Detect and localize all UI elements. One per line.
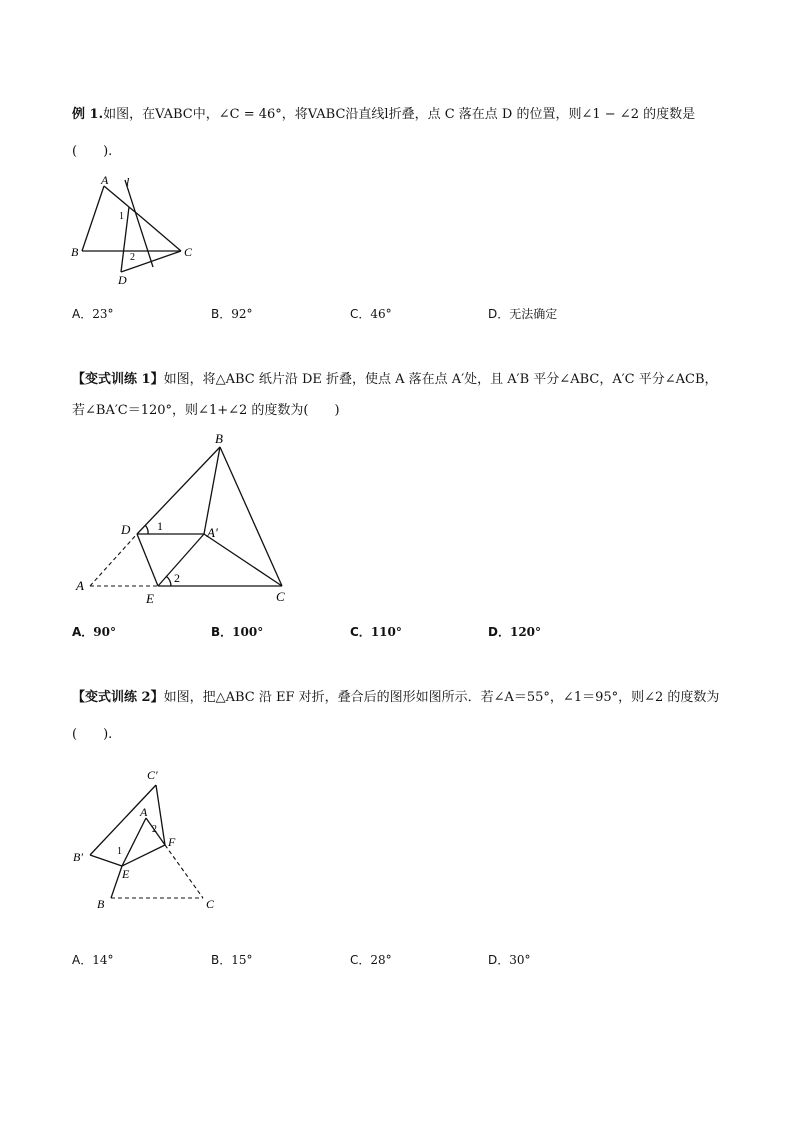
q3-stem-text: 如图，把△ABC 沿 EF 对折，叠合后的图形如图所示．若∠A＝55°，∠1＝95°，则∠2 的度数为 — [163, 690, 720, 705]
q2-label-e: E — [146, 591, 154, 606]
q2-option-d[interactable]: D．120° — [488, 625, 542, 639]
q1-option-c[interactable]: C．46° — [350, 307, 392, 321]
q2-angle-1: 1 — [157, 519, 163, 533]
q1-bracket: ( ). — [72, 144, 113, 159]
q2-label-c: C — [276, 589, 285, 604]
q1-angle-2: 2 — [130, 252, 135, 263]
q3-prefix: 【变式训练 2】 — [72, 690, 164, 705]
q2-stem2: 若∠BA′C＝120°，则∠1+∠2 的度数为( ) — [72, 403, 340, 418]
q1-label-c: C — [184, 245, 193, 259]
q3-option-d[interactable]: D．30° — [488, 953, 531, 967]
q3-bracket: ( ). — [72, 727, 113, 742]
q2-option-a[interactable]: A．90° — [72, 625, 116, 639]
q3-label-f: F — [168, 835, 176, 849]
q2-label-aprime: A′ — [207, 525, 218, 540]
q1-option-d[interactable]: D．无法确定 — [488, 307, 558, 321]
q3-option-c[interactable]: C．28° — [350, 953, 392, 967]
q2-label-b: B — [215, 431, 223, 446]
q2-stem-text: 如图，将△ABC 纸片沿 DE 折叠，使点 A 落在点 A′处，且 A′B 平分∠ABC，A′C 平分∠ACB， — [163, 372, 718, 387]
q3-option-a[interactable]: A．14° — [72, 953, 114, 967]
q3-label-c: C — [206, 897, 215, 911]
q2-option-c[interactable]: C．110° — [350, 625, 402, 639]
q3-angle-1: 1 — [117, 846, 122, 857]
q1-stem-text: 如图，在VABC中，∠C = 46°，将VABC沿直线l折叠，点 C 落在点 D 的位置，则∠1 − ∠2 的度数是 — [103, 107, 696, 122]
q3-label-a: A — [140, 805, 148, 819]
q3-label-bprime: B′ — [73, 850, 83, 864]
q1-option-b[interactable]: B．92° — [211, 307, 253, 321]
q1-prefix: 例 1. — [72, 107, 104, 122]
q3-angle-2: 2 — [152, 824, 157, 835]
q1-angle-1: 1 — [119, 211, 124, 222]
q2-option-b[interactable]: B．100° — [211, 625, 264, 639]
q2-label-a: A — [76, 578, 84, 593]
q1-label-b: B — [71, 245, 79, 259]
q1-label-a: A — [101, 173, 109, 187]
q2-angle-2: 2 — [174, 571, 180, 585]
q3-option-b[interactable]: B．15° — [211, 953, 253, 967]
q1-label-l: l — [126, 175, 130, 189]
q3-label-e: E — [122, 867, 130, 881]
q3-label-cprime: C′ — [147, 768, 158, 782]
q1-option-a[interactable]: A．23° — [72, 307, 114, 321]
q3-label-b: B — [97, 897, 105, 911]
q1-label-d: D — [118, 273, 127, 287]
q2-prefix: 【变式训练 1】 — [72, 372, 164, 387]
q2-label-d: D — [121, 522, 131, 537]
